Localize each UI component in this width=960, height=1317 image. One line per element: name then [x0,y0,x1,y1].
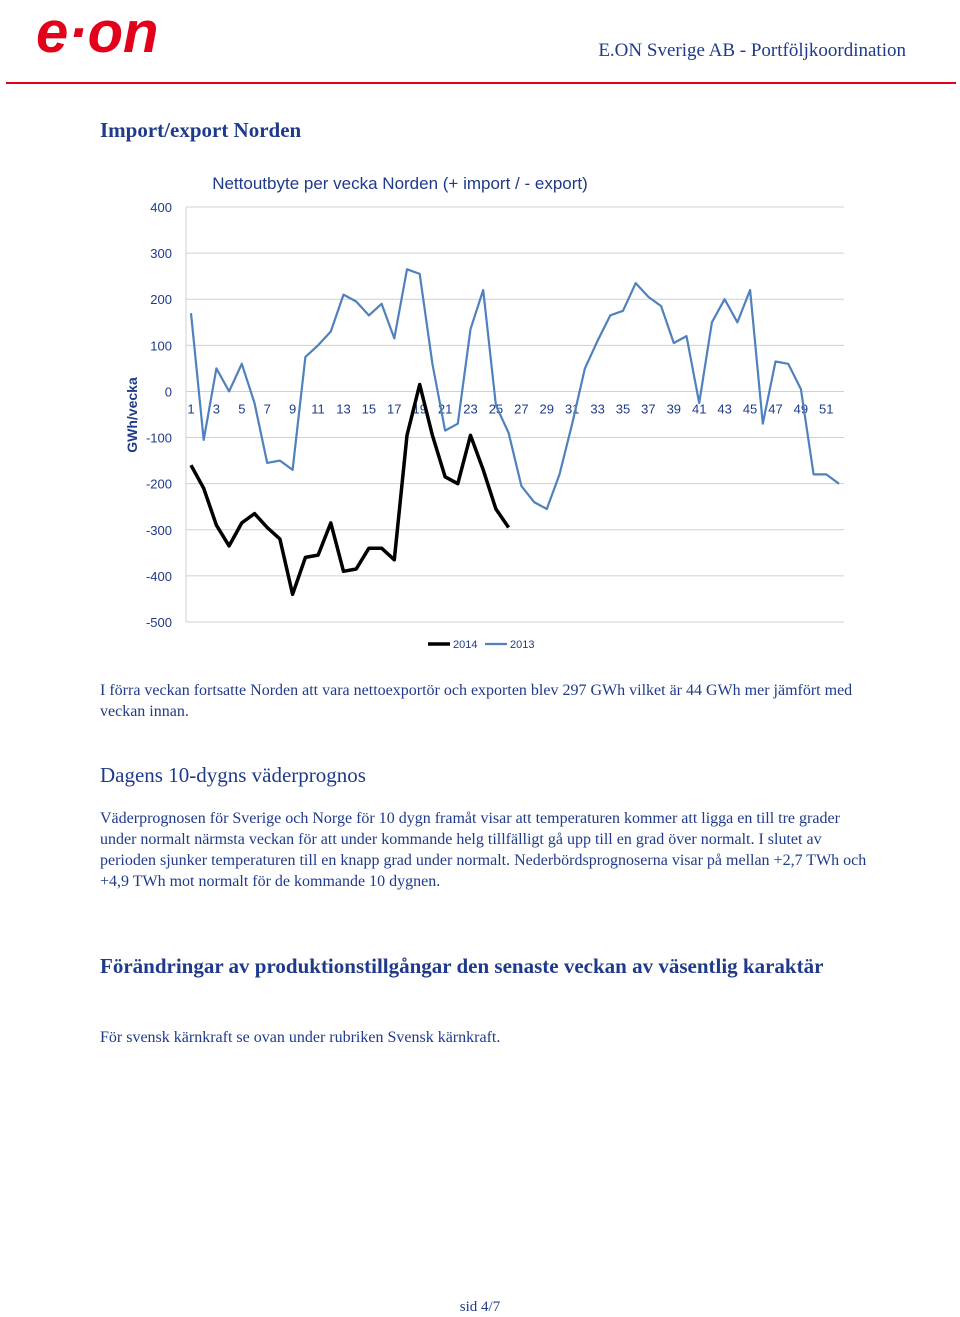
x-tick-label: 37 [641,401,656,417]
y-tick-label: -400 [145,568,172,584]
x-tick-label: 11 [311,401,325,417]
y-tick-label: 400 [150,200,172,215]
x-tick-label: 13 [336,401,351,417]
x-tick-label: 39 [666,401,682,417]
x-tick-label: 7 [263,401,271,417]
chart-legend [428,639,534,651]
y-tick-label: -200 [145,476,172,492]
chart-title: Nettoutbyte per vecka Norden (+ import / - export) [212,174,588,193]
company-name: E.ON Sverige AB - Portföljkoordination [598,40,906,61]
section-title-production: Förändringar av produktionstillgångar den senaste veckan av väsentlig karaktär [100,954,824,978]
x-tick-label: 9 [289,401,297,417]
x-tick-label: 3 [212,401,221,417]
net-exchange-chart [100,160,870,660]
x-tick-label: 17 [387,401,402,417]
eon-logo [36,6,226,62]
y-tick-label: -500 [145,615,172,630]
section-paragraph-production: För svensk kärnkraft se ovan under rubriken Svensk kärnkraft. [100,1029,501,1046]
x-tick-label: 29 [539,401,554,417]
y-tick-label: 200 [150,292,172,308]
y-tick-label: 0 [164,384,172,400]
chart-svg [100,160,870,660]
y-tick-label: 100 [150,338,172,354]
logo-text: e·on [36,6,159,62]
x-axis-ticks [187,401,833,416]
x-tick-label: 33 [590,401,605,417]
x-tick-label: 21 [437,401,453,417]
y-tick-label: -300 [145,522,172,538]
x-tick-label: 19 [412,401,427,417]
x-tick-label: 49 [793,401,809,417]
x-tick-label: 51 [819,401,834,417]
x-tick-label: 41 [692,401,707,417]
section-title-import-export: Import/export Norden [100,118,302,142]
x-tick-label: 31 [564,401,580,417]
y-tick-label: -100 [145,430,172,446]
y-axis-ticks [146,200,172,630]
x-tick-label: 23 [463,401,478,417]
x-tick-label: 1 [187,401,195,417]
chart-series [191,269,839,594]
x-tick-label: 15 [361,401,377,417]
x-tick-label: 27 [514,401,529,417]
header-divider [6,82,956,84]
legend-label-2013: 2013 [510,639,535,651]
x-tick-label: 43 [717,401,732,417]
x-tick-label: 45 [742,401,758,417]
legend-label-2014: 2014 [453,639,478,651]
page-number: sid 4/7 [459,1299,501,1315]
series-line-2013 [191,269,839,509]
section-paragraph-weather: Väderprognosen för Sverige och Norge för 10 dygn framåt visar att temperaturen kommer att ligga en till tre grader under normalt närmsta veckan för att under kommande helg tillfälligt gå upp till en grad över normalt. I slutet av perioden sjunker temperaturen till en knapp grad under normalt. Nederbördsprognoserna visar på mellan +2,7 TWh och +4,9 TWh mot normalt för de kommande 10 dygnen. [100,810,867,890]
x-tick-label: 47 [768,401,783,417]
x-tick-label: 35 [615,401,631,417]
section-title-weather: Dagens 10-dygns väderprognos [100,763,366,787]
section-paragraph-import-export: I förra veckan fortsatte Norden att vara nettoexportör och exporten blev 297 GWh vilket är 44 GWh mer jämfört med veckan innan. [100,682,853,720]
y-tick-label: 300 [150,246,172,262]
x-tick-label: 25 [488,401,504,417]
y-axis-label: GWh/vecka [124,377,140,453]
x-tick-label: 5 [238,401,246,417]
